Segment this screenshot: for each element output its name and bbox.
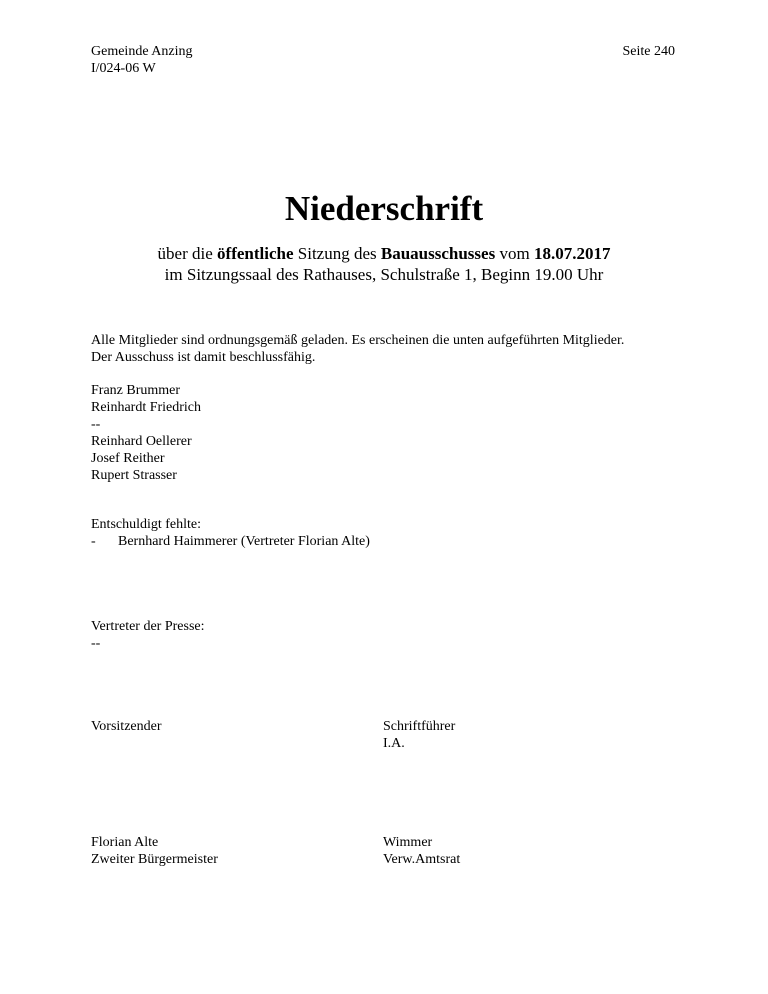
chair-title: Zweiter Bürgermeister — [91, 852, 218, 867]
intro-line-1: Alle Mitglieder sind ordnungsgemäß geladen. Es erscheinen die unten aufgeführten Mitglieder. — [91, 333, 625, 348]
intro-paragraph — [91, 332, 624, 366]
header-left — [91, 43, 192, 77]
excused-dash: - — [91, 534, 96, 549]
reference-number: I/024-06 W — [91, 61, 156, 76]
list-item: Josef Reither — [91, 451, 165, 466]
chair-label: Vorsitzender — [91, 719, 162, 734]
subtitle-text-1: über die — [157, 244, 218, 263]
list-item: Reinhardt Friedrich — [91, 400, 202, 415]
subtitle-public: öffentliche — [217, 244, 294, 263]
excused-section — [91, 516, 370, 550]
press-value: -- — [91, 636, 101, 651]
list-item: Reinhard Oellerer — [91, 434, 192, 449]
secretary-name: Wimmer — [383, 835, 433, 850]
secretary-label: Schriftführer — [383, 719, 456, 734]
chair-label-block — [91, 718, 162, 735]
subtitle-text-2: Sitzung des — [293, 244, 381, 263]
intro-line-2: Der Ausschuss ist damit beschlussfähig. — [91, 350, 316, 365]
secretary-label-block — [383, 718, 455, 752]
excused-entry-row — [91, 533, 370, 550]
members-list — [91, 382, 201, 484]
subtitle-line-1 — [0, 243, 768, 264]
chair-signature-block — [91, 834, 218, 868]
municipality-name: Gemeinde Anzing — [91, 44, 193, 59]
secretary-signature-block — [383, 834, 460, 868]
excused-label: Entschuldigt fehlte: — [91, 517, 202, 532]
list-item: -- — [91, 417, 101, 432]
document-title: Niederschrift — [284, 189, 484, 228]
press-label: Vertreter der Presse: — [91, 619, 205, 634]
chair-name: Florian Alte — [91, 835, 159, 850]
document-subtitle — [0, 243, 768, 285]
press-section — [91, 618, 205, 652]
list-item: Franz Brummer — [91, 383, 181, 398]
subtitle-line-2: im Sitzungssaal des Rathauses, Schulstraße 1, Beginn 19.00 Uhr — [164, 265, 604, 284]
secretary-title: Verw.Amtsrat — [383, 852, 461, 867]
excused-entry: Bernhard Haimmerer (Vertreter Florian Alte) — [118, 534, 370, 549]
subtitle-text-3: vom — [495, 244, 534, 263]
list-item: Rupert Strasser — [91, 468, 177, 483]
subtitle-committee: Bauausschusses — [380, 244, 496, 263]
page-number: Seite 240 — [622, 44, 675, 59]
secretary-sub: I.A. — [383, 736, 405, 751]
subtitle-date: 18.07.2017 — [533, 244, 611, 263]
